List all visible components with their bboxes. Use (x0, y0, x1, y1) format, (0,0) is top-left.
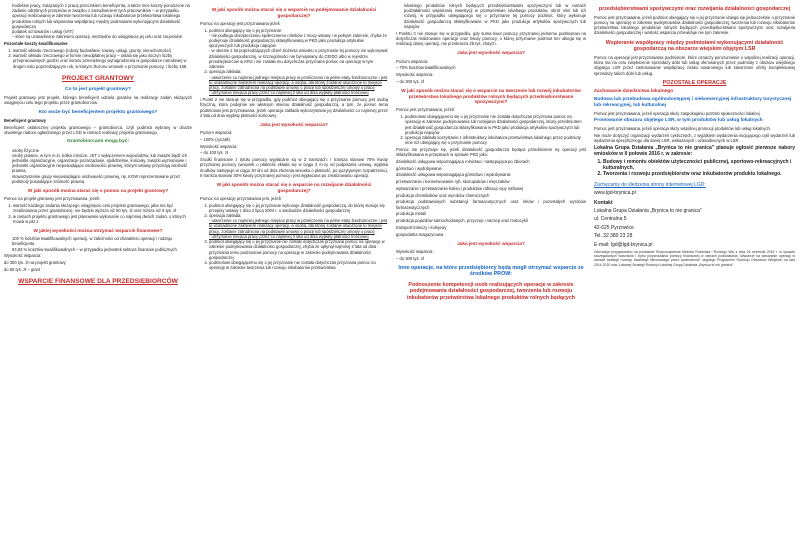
list-item: 3. podmiot ubiegający się o jej przyznanie nie zostało dotychczas przyznana pomoc na operację w zakresie podejmowania działalności gospodarczej, chyba że upłynął najmniej 2 lata od dnia przyznania temu podmiotowi pomocy na operację w zakresie podejmowania działalności gospodarczej (209, 239, 388, 260)
list-item: 2. operacja zakłada korzystanie z infrastruktury inkubatora przetwórstwa lokalnego przez podmioty inne niż ubiegający się o przyznanie pomocy (405, 135, 586, 145)
subsection-title: Podnoszenie kompetencji osób realizujących operacje w zakresie podejmowania działalności gospodarczej, tworzenia lub rozwoju inkubatorów przetwórstwa lokalnego produktów rolnych będących (406, 281, 576, 301)
question-heading: Co to jest projekt grantowy? (64, 86, 132, 92)
list-item: produkcja chemikaliów oraz wyrobów chemicznych (396, 192, 490, 198)
list-item: działalność usługowa wspomagająca górnictwo i wydobywanie (396, 172, 511, 178)
answer-text: Pomoc na operację jest przyznawana podmiotom, które oznaczy porozumienie o wspólnej realizacji operacji, która ma na celu zwiększenie sprzedaży dóbr lub usług oferowanych przez podmioty z obszaru wiejskiego objętego LSR przez zastosowanie współpracy znaku towarowego lub stworzenie oferty kompleksowej sprzedaży takich dóbr lub usług. (594, 54, 795, 76)
answer-text: Beneficjent ostatecznej projektu grantowego – grantobiorca, czyli podmiot wybrany w drodze otwartego naboru ogłaszanego przez LGD w ramach realizacji projektu grantowego. (4, 124, 192, 135)
conditions-list (396, 114, 586, 145)
announcement-text: Lokalna Grupa Działania „Brynica to nie granica” planuje ogłosić pierwsze nabory wniosków w II połowie 2016 r. w zakresie: (594, 144, 795, 158)
list-subitem: - utworzenie co najmniej jednego miejsca pracy w przeliczeniu na pełne etaty średnioroczne i jest to uzasadnione zakresem realizacji operacji, a osoba, dla której zostanie utworzone to miejsce pracy, zostanie zatrudniona na podstawie umowy o pracę lub spółdzielczej umowy o pracę (209, 74, 388, 91)
list-subitem: - utrzymanie miejsca pracy przez co najmniej 3 lata od dnia wypłaty płatności końcowej (209, 233, 369, 239)
list-item: 2. w ramach projektu grantowego jest planowane wykonanie co najmniej dwóch zadań, o których mowa w pkt 1 (13, 214, 192, 224)
question-heading: Grantobiorcami mogą być: (66, 139, 130, 145)
list-item: transport lotniczy i kolejowy (396, 224, 447, 230)
answer-text: Nie może dotyczyć organizacji wydarzeń cyklicznych, z wyjątkiem wydarzenia inicjującego cykl wydarzeń lub wydarzenia specyficznego dla danej LSR, wskazanych i uzasadnionych w LSR. (594, 132, 795, 144)
info-line: Poziom wsparcia: (396, 58, 429, 64)
question-heading: Kto może być beneficjentem projektu grantowego? (38, 109, 158, 115)
website-invite: Zachęcamy do śledzenia strony internetowej LGD: (594, 181, 706, 188)
subsection-title: przedsiębiorstwami spożywczymi oraz rozwijania działalności gospodarczej (598, 6, 791, 12)
question-heading: W jaki sposób można starać się o wsparcie na tworzenie lub rozwój inkubatorów przetwórstwa lokalnego produktów rolnych będących przedsiębiorstwami spożywczymi? (401, 87, 581, 105)
amount-label: Wysokość wsparcia: (4, 253, 42, 259)
list-subitem: - w okresie 2 lat poprzedzających dzień złożenia wniosku o przyznanie tej pomocy nie wykonywał działalności gospodarczej, w szczególności nie był wpisany do CEIDG albo w rejestrze przedsiębiorców w KRS i nie została mu dotychczas przyznana pomoc na operację w tym zakresie (209, 48, 388, 70)
amount-line: do 50 tys. zł – grant (4, 266, 41, 272)
contact-line: Tel. 32 380 23 28 (594, 233, 633, 240)
question-heading: Inne operacje, na które przedsiębiorcy będą mogli otrzymać wsparcie ze środków PROW: (398, 264, 584, 278)
info-line: Wysokość wsparcia: (396, 248, 434, 254)
question-heading: W jaki sposób można starać się o pomoc na projekt grantowy? (27, 188, 169, 194)
answer-text: Projekt grantowy jest projekt, którego beneficjent udziela grantów na realizację zadań służących osiągnięciu celu tego projektu przez grantobiorców. (4, 95, 192, 106)
question-heading: W jaki sposób można starać się o wsparcie na podejmowanie działalności gospodarczej? (211, 7, 377, 18)
list-item: 1. podmiotowi ubiegającemu się o jej przyznanie nie została dotychczas przyznana pomoc na operację w zakresie podejmowania lub rozwijania działalności gospodarczej, której przedmiotem jest działalność gospodarcza sklasyfikowana w PKD jako produkcja artykułów spożywczych lub produkcja napojów (405, 114, 586, 135)
conditions-list (200, 203, 388, 271)
list-item: górnictwo i wydobywanie (396, 165, 442, 171)
announcement-list (594, 159, 795, 178)
list-item: przetwarzanie i konserwowanie ryb, skorupiaków i mięczaków (396, 179, 510, 185)
operation-title: Promowanie obszaru objętego LSR, w tym produktów lub usług lokalnych (594, 118, 763, 124)
list-item: – które są uzasadnione zakresem operacji, niezbędne do osiągnięcia jej celu oraz racjonalne. (12, 34, 184, 40)
list-item: • 100 % kosztów kwalifikowalnych operacji, w zależności od charakteru operacji i rodzaju beneficjenta (12, 236, 192, 246)
list-item: wytwarzanie i przetwarzanie koksu i produktów rafinacji ropy naftowej (396, 185, 524, 191)
info-line: – 100% (ryczałt) (200, 136, 230, 142)
website-url[interactable]: www.lgd-brynica.pl (594, 189, 636, 196)
list-item: • 63,63 % kosztów kwalifikowalnych – w przypadku jednostek sektora finansów publicznych (12, 247, 192, 252)
costs-list (4, 48, 192, 69)
list-item: • Kodeksie pracy, związanych z pracą przecinkiem beneficjenta, a także inne koszty ponoszone na zadanie odrębnych przepisów w związku z zatrudnieniem tych pracowników – w przypadku operacji realizowanej w zakresie tworzenia lub rozwoju inkubatorów przetwórstwa lokalnego produktów rolnych lub wspierania współpracy między podmiotami wykonującymi działalność gospodarczą (12, 3, 192, 29)
list-item: działalność usługowa wspomagająca rolnictwo i następująca po zbiorach (396, 158, 530, 164)
list-item: 4. podmiotowi ubiegającemu się o jej przyznanie nie została dotychczas przyznana pomoc na operację w zakresie tworzenia lub rozwoju inkubatorów przetwórstwa (209, 260, 388, 270)
list-subitem: - utworzenie co najmniej jednego miejsca pracy w przeliczeniu na pełne etaty średnioroczne i jest to uzasadnione zakresem realizacji operacji, a osoba, dla której zostanie utworzone to miejsce pracy, zostanie zatrudniona na podstawie umowy o pracę lub spółdzielczej umowy o pracę (209, 218, 388, 234)
contact-line: 42-625 Pyrzowice (594, 224, 634, 231)
costs-label: Pozostałe koszty kwalifikowalne (4, 41, 68, 47)
source-note: Informacje przygotowano na podstawie Rozporządzenia Ministra Rolnictwa i Rozwoju Wsi z dnia 24 września 2015 r. w sprawie szczegółowych warunków i trybu przyznawania pomocy finansowej w ramach poddziałania „Wsparcie na wdrażanie operacji w ramach strategii rozwoju lokalnego kierowanego przez społeczność” objętego Programem Rozwoju Obszarów Wiejskich na lata 2014-2020 oraz Lokalnej Strategii Rozwoju Lokalnej Grupy Działania „Brynica to nie granica”. (594, 250, 795, 267)
answer-text: Pomoc na projekt grantowy jest przyznawana, jeżeli: (4, 196, 101, 202)
answer-label: Beneficjent grantowy (4, 117, 46, 123)
conditions-list (200, 28, 388, 96)
column-4 (594, 3, 795, 537)
list-item: 2. Tworzenia i rozwoju przedsiębiorstw oraz inkubatorów produktu lokalnego. (603, 171, 795, 177)
info-line: Wysokość wsparcia: (200, 143, 238, 149)
list-item: 1. wartość każdego zadania służącego osiągnięciu celu projektu grantowego, jaka ma być zrealizowana przez grantobiorcę, nie będzie wyższa niż 50 tys. zł oraz niższa niż 5 tys. zł (13, 203, 192, 213)
info-line: – do 300 tys. zł (396, 255, 424, 261)
amount-line: do 300 tys. zł na projekt grantowy (4, 260, 66, 266)
list-item: 2. wartość wkładu rzeczowego w formie nieodpłatnej pracy – ustala się jako iloczyn liczby przepracowanych godzin oraz ilorazu przeciętnego wynagrodzenia w gospodarce narodowej w drugim roku poprzedzającym rok, w którym złożono wniosek o przyznanie pomocy, i liczby 168. (13, 53, 192, 69)
answer-text: I Punktu 3 nie stosuje się w przypadku, gdy suma kwot pomocy przyznanej jednemu podmiotowi na dotychczas realizowane operacje oraz kwoty pomocy, o której przyznanie podmiot ten ubiega się w realizacji danej operacji, nie przekracza 25 tys. złotych. (396, 30, 586, 47)
contact-line: ul. Centralna 5 (594, 216, 627, 223)
answer-text: Pomoc jest przyznawana, jeżeli podmiot ubiegający się o jej przyznanie ubiega się jednocześnie o przyznanie pomocy na operację w zakresie podejmowania działalności gospodarczej, tworzenia lub rozwoju inkubatorów przetwórstwa lokalnego produktów rolnych będących przedsiębiorstwami spożywczymi oraz rozwijania działalności gospodarczej i wartość wsparcia przewiduje nie tym zakresie. (594, 14, 795, 36)
contact-title: Kontakt (594, 199, 613, 206)
answer-text: Pomoc jest przyznawana, jeżeli: (396, 107, 455, 113)
intro-list (4, 3, 192, 40)
list-item: 1. podmiot ubiegający się o jej przyznanie: (209, 28, 388, 33)
section-title-other: POZOSTAŁE OPERACJE (662, 79, 727, 86)
list-item: produkcja podstawowych substancji farmaceutycznych oraz leków i pozostałych wyrobów farmaceutycznych (396, 199, 586, 210)
answer-text: Pomoc na operację przyznawana jest, jeżeli: (200, 195, 282, 201)
info-line: – do 100 tys. zł (200, 150, 228, 156)
answer-text: Pomoc na operację jest przyznawana jeżeli: (200, 20, 281, 26)
info-line: – do 300 tys. zł (396, 78, 424, 84)
answer-text: Pomoc jest przyznawana, jeżeli operacja służy wspólnej promocji produktów lub usług lokalnych. (594, 126, 771, 132)
info-line: Poziom wsparcia: (200, 130, 233, 136)
list-item: • osoby prawne, w tym m.in. kółka rolnicze, JST z wyłączeniem województw, lub związki bądź ich jednostki organizacyjne, organizacje pozarządowe, spółdzielnie, kościoły, związki wyznaniowe i jednostki organizacyjne nieposiadające osobowości prawnej, którym ustawy przyznają zdolność prawną (12, 153, 192, 174)
question-heading: Jaka jest wysokość wsparcia? (457, 50, 525, 56)
answer-text: Pomoc nie przyznaje się, jeżeli działalność gospodarcza będąca przedmiotem tej operacji jest sklasyfikowana w przepisach w sprawie PKD jako: (396, 147, 586, 158)
list-subitem: - nie podlega ubezpieczeniu społecznemu rolników z mocy ustawy i w pełnym zakresie, chyba że podejmuje działalność gospodarczą sklasyfikowaną w PKD jako produkcja artykułów spożywczych lub produkcja napojów (209, 32, 387, 49)
list-item: gospodarka magazynowa (396, 231, 444, 237)
section-title-grant: PROJEKT GRANTOWY (61, 74, 135, 82)
list-item: produkcja pojazdów samochodowych, przyczep i naczep oraz motocykli (396, 218, 528, 224)
list-item: 1. podmiot ubiegający się o jej przyznanie wykonuje działalność gospodarczą, do której stosuje się przepisy ustawy z dnia 2 lipca 2004 r. o swobodzie działalności gospodarczej (209, 203, 388, 213)
pkd-list (396, 159, 586, 237)
subsection-title: Wspieranie współpracy między podmiotami wykonującymi działalność gospodarczą na obszarze wiejskim objętym LSR (605, 39, 784, 52)
list-item: • podatek od towarów i usług (VAT) (12, 29, 192, 34)
column-2 (200, 3, 388, 537)
list-item: • stowarzyszenie grupy nieposiadające osobowości prawnej, np. KGW reprezentowane przez podmioty posiadające zdolność prawną (12, 174, 192, 184)
conditions-list (4, 203, 192, 224)
info-line: Wysokość wsparcia: (396, 71, 434, 77)
answer-text: Pomoc jest przyznawana, jeżeli operacja służy zaspokajaniu potrzeb społeczności lokalnej. (594, 110, 761, 116)
list-item: 1. Budowy i remontu obiektów użyteczności publicznej, sportowo-rekreacyjnych i kulturalnych, (603, 159, 795, 172)
question-heading: Jaka jest wysokość wsparcia? (260, 122, 328, 127)
section-title-business: WSPARCIE FINANSOWE DLA PRZEDSIĘBIORCÓW (18, 278, 178, 286)
answer-text: i Punkt 2 nie stosuje się w przypadku, gdy podmiot ubiegający się o przyznanie pomocy jest osobą fizyczną, która podejmie we własnym imieniu działalność gospodarczą, a tym, że pomoc tema podmiotowi jest przyznawana, jeżeli operacja zakłada wykorzystanie jej działalności co najmniej przez 2 lata od dnia wypłaty płatności końcowej. (200, 97, 388, 118)
question-heading: W jaki sposób można starać się o wsparcie na rozwijanie działalności gospodarczej? (216, 182, 372, 193)
operation-title: Zachowanie dziedzictwa lokalnego (594, 88, 674, 94)
contact-line: Lokalna Grupa Działania „Brynica to nie granica” (594, 207, 702, 214)
list-item: produkcja metali (396, 211, 427, 217)
list-subitem: - utrzymanie miejsca pracy przez co najmniej 2 lata od dnia wypłaty płatności końcowej (209, 90, 369, 96)
list-item: 2. operacja zakłada: (209, 213, 388, 218)
grantee-list (4, 148, 192, 185)
operation-title: Budowa lub przebudowa ogólnodostępnej i niekomercyjnej infrastruktury turystycznej lub rekreacyjnej, lub kulturalnej (594, 96, 792, 108)
support-level-list (4, 236, 192, 252)
column-1 (4, 3, 192, 537)
answer-text: lokalnego produktów rolnych będących przedsiębiorstwami spożywczymi lub w ramach podziałalności wspierania inwestycji w przetwórstwie lokalnego produktów, obrót nimi lub ich rozwój, w przypadku ubiegającego się o przyznanie tej pomocy podmiot, który wykonuje działalność gospodarczą sklasyfikowane w PKD jako produkcja artykułów spożywczych lub napojów (404, 3, 586, 29)
list-item: 2. operacja zakłada: (209, 69, 388, 74)
list-item: • osoby fizyczne (12, 148, 192, 153)
contact-email[interactable]: E-mail: lgd@lgd-brynica.pl (594, 241, 653, 248)
answer-text: Środki finansowe z tytułu pomocy wypłacane są w 2 transzach: I transza stanowi 70% kwoty przyznanej pomocy (wniosek o płatność składa się w ciągu 3 m-cy od podpisania umowy, wypłata środków następuje w ciągu 30 dni od dnia złożenia wniosku o płatność, po pozytywnym rozpatrzeniu), II transza stanowi 30% kwoty przyznanej pomocy i jest wypłacana po zrealizowaniu operacji. (200, 157, 388, 178)
question-heading: W jakiej wysokości można otrzymać wsparcie finansowe? (33, 227, 163, 233)
question-heading: Jaka jest wysokość wsparcia? (457, 240, 525, 246)
info-line: – 70% kosztów kwalifikowalnych (396, 65, 456, 71)
column-3 (396, 3, 586, 537)
list-item: 1. wartość wkładu rzeczowego (roboty budowlane, towary, usługi, grunty, nieruchomości) (13, 48, 192, 53)
